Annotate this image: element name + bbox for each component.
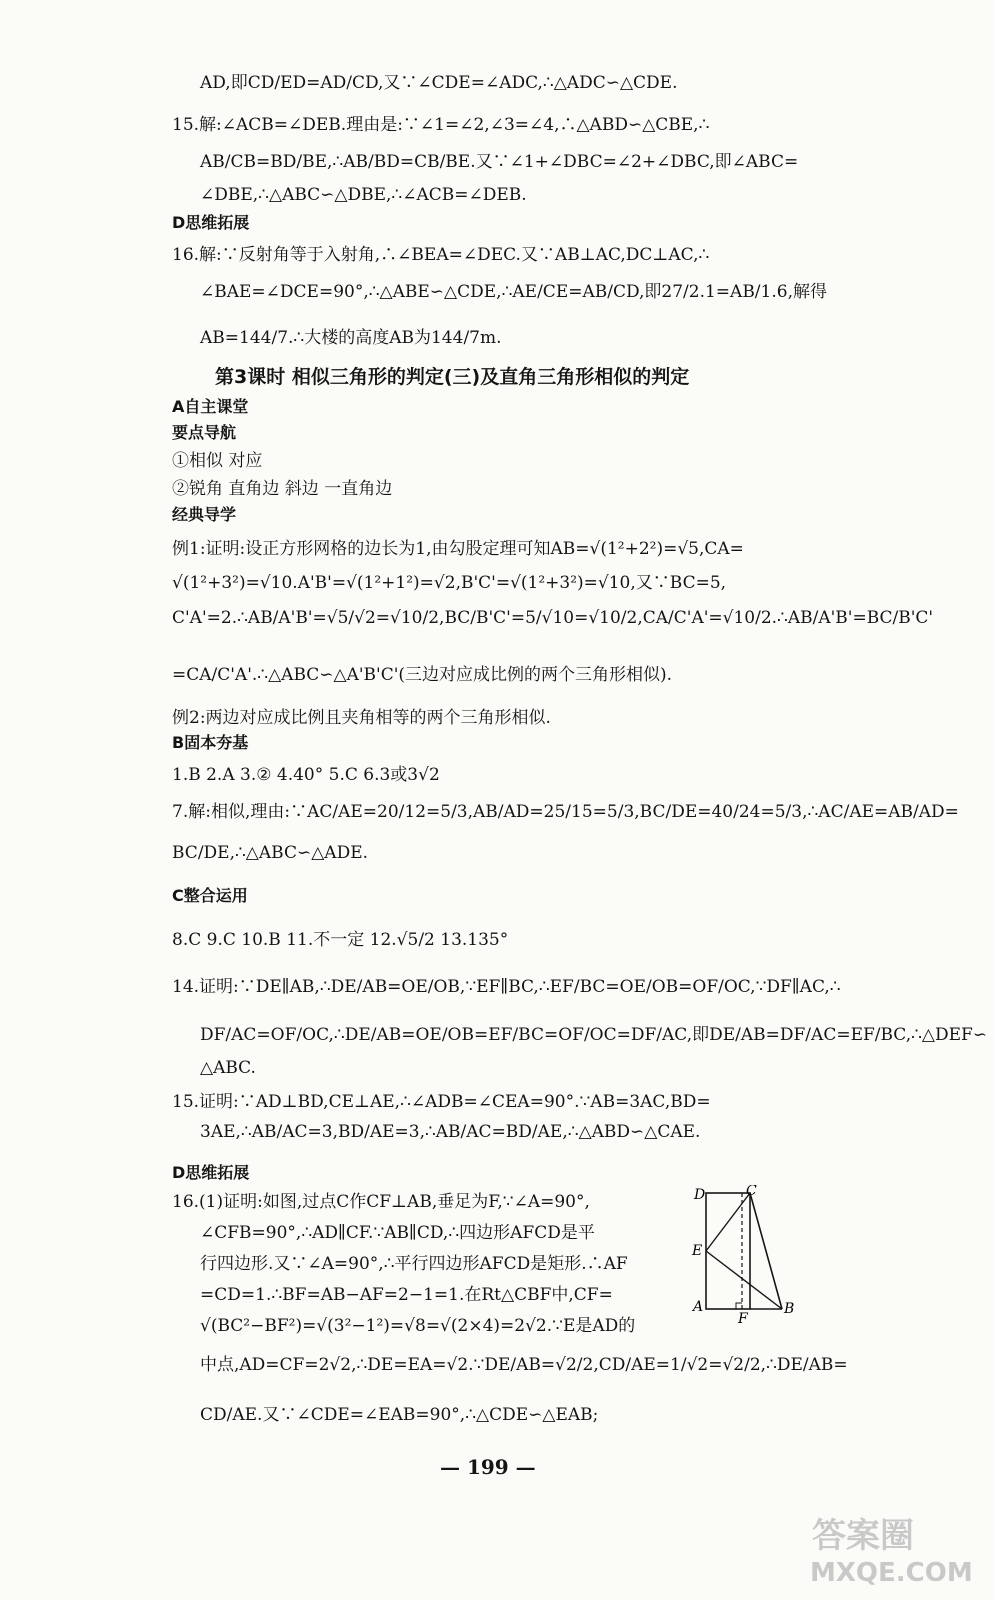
answer-line: 中点,AD=CF=2√2,∴DE=EA=√2.∵DE/AB=√2/2,CD/AE=1/√2=√2/2,∴DE/AB= <box>200 1355 848 1375</box>
answer-line: ②锐角 直角边 斜边 一直角边 <box>172 479 393 499</box>
answer-line: ∠CFB=90°,∴AD∥CF.∵AB∥CD,∴四边形AFCD是平 <box>200 1223 595 1243</box>
figure-rectangle-afcd <box>706 1193 750 1309</box>
figure-right-angle-mark <box>736 1303 742 1309</box>
answer-line: DF/AC=OF/OC,∴DE/AB=OE/OB=EF/BC=OF/OC=DF/AC,即DE/AB=DF/AC=EF/BC,∴△DEF∽ <box>200 1025 988 1045</box>
answer-line: 16.解:∵反射角等于入射角,∴∠BEA=∠DEC.又∵AB⊥AC,DC⊥AC,∴ <box>172 245 710 265</box>
section-heading: 要点导航 <box>172 423 237 442</box>
section-heading: B固本夯基 <box>172 733 249 752</box>
answer-line: BC/DE,∴△ABC∽△ADE. <box>172 843 369 863</box>
answer-line: 例2:两边对应成比例且夹角相等的两个三角形相似. <box>172 708 551 728</box>
answer-line: CD/AE.又∵∠CDE=∠EAB=90°,∴△CDE∽△EAB; <box>200 1405 599 1425</box>
answer-line: △ABC. <box>200 1058 256 1078</box>
answer-line: 15.解:∠ACB=∠DEB.理由是:∵∠1=∠2,∠3=∠4,∴△ABD∽△CBE,∴ <box>172 115 710 135</box>
answer-line: 15.证明:∵AD⊥BD,CE⊥AE,∴∠ADB=∠CEA=90°.∵AB=3AC,BD= <box>172 1092 711 1112</box>
watermark-logo-text: 答案圈 <box>812 1516 914 1556</box>
figure-label-a: A <box>693 1299 704 1315</box>
answer-line: ∠DBE,∴△ABC∽△DBE,∴∠ACB=∠DEB. <box>200 185 527 205</box>
answer-line: 7.解:相似,理由:∵AC/AE=20/12=5/3,AB/AD=25/15=5/3,BC/DE=40/24=5/3,∴AC/AE=AB/AD= <box>172 802 959 822</box>
figure-label-b: B <box>784 1301 795 1317</box>
answer-line: 8.C 9.C 10.B 11.不一定 12.√5/2 13.135° <box>172 930 509 950</box>
figure-label-f: F <box>738 1311 748 1325</box>
answer-line: 行四边形.又∵∠A=90°,∴平行四边形AFCD是矩形.∴AF <box>200 1254 628 1274</box>
figure-label-d: D <box>694 1187 706 1203</box>
lesson-title: 第3课时 相似三角形的判定(三)及直角三角形相似的判定 <box>215 366 690 388</box>
section-heading: A自主课堂 <box>172 397 249 416</box>
answer-line: 1.B 2.A 3.② 4.40° 5.C 6.3或3√2 <box>172 765 440 785</box>
figure-segment-eb <box>706 1251 782 1309</box>
figure-segment-ec <box>706 1193 750 1251</box>
answer-line: AB/CB=BD/BE,∴AB/BD=CB/BE.又∵∠1+∠DBC=∠2+∠DBC,即∠ABC= <box>200 152 799 172</box>
answer-line: ∠BAE=∠DCE=90°,∴△ABE∽△CDE,∴AE/CE=AB/CD,即27/2.1=AB/1.6,解得 <box>200 282 827 302</box>
geometry-figure <box>690 1185 800 1325</box>
answer-line: =CD=1.∴BF=AB−AF=2−1=1.在Rt△CBF中,CF= <box>200 1285 613 1305</box>
answer-line: 例1:证明:设正方形网格的边长为1,由勾股定理可知AB=√(1²+2²)=√5,CA= <box>172 539 744 559</box>
answer-line: AB=144/7.∴大楼的高度AB为144/7m. <box>200 328 502 348</box>
figure-label-c: C <box>746 1185 757 1199</box>
answer-line: 14.证明:∵DE∥AB,∴DE/AB=OE/OB,∵EF∥BC,∴EF/BC=OE/OB=OF/OC,∵DF∥AC,∴ <box>172 977 841 997</box>
answer-line: ①相似 对应 <box>172 451 263 471</box>
page-number: — 199 — <box>440 1455 536 1479</box>
answer-line: √(BC²−BF²)=√(3²−1²)=√8=√(2×4)=2√2.∵E是AD的 <box>200 1316 636 1336</box>
answer-line: 3AE,∴AB/AC=3,BD/AE=3,∴AB/AC=BD/AE,∴△ABD∽△CAE. <box>200 1122 701 1142</box>
answer-line: C'A'=2.∴AB/A'B'=√5/√2=√10/2,BC/B'C'=5/√10=√10/2,CA/C'A'=√10/2.∴AB/A'B'=BC/B'C' <box>172 608 934 628</box>
section-heading: 经典导学 <box>172 505 237 524</box>
section-heading: D思维拓展 <box>172 213 250 232</box>
figure-label-e: E <box>692 1243 703 1259</box>
answer-line: √(1²+3²)=√10.A'B'=√(1²+1²)=√2,B'C'=√(1²+3²)=√10,又∵BC=5, <box>172 573 727 593</box>
answer-line: AD,即CD/ED=AD/CD,又∵∠CDE=∠ADC,∴△ADC∽△CDE. <box>200 73 678 93</box>
answer-line: 16.(1)证明:如图,过点C作CF⊥AB,垂足为F,∵∠A=90°, <box>172 1192 590 1212</box>
answer-line: =CA/C'A'.∴△ABC∽△A'B'C'(三边对应成比例的两个三角形相似). <box>172 665 673 685</box>
section-heading: D思维拓展 <box>172 1163 250 1182</box>
section-heading: C整合运用 <box>172 886 248 905</box>
figure-segment-cb <box>750 1193 782 1309</box>
watermark-url: MXQE.COM <box>810 1558 973 1588</box>
